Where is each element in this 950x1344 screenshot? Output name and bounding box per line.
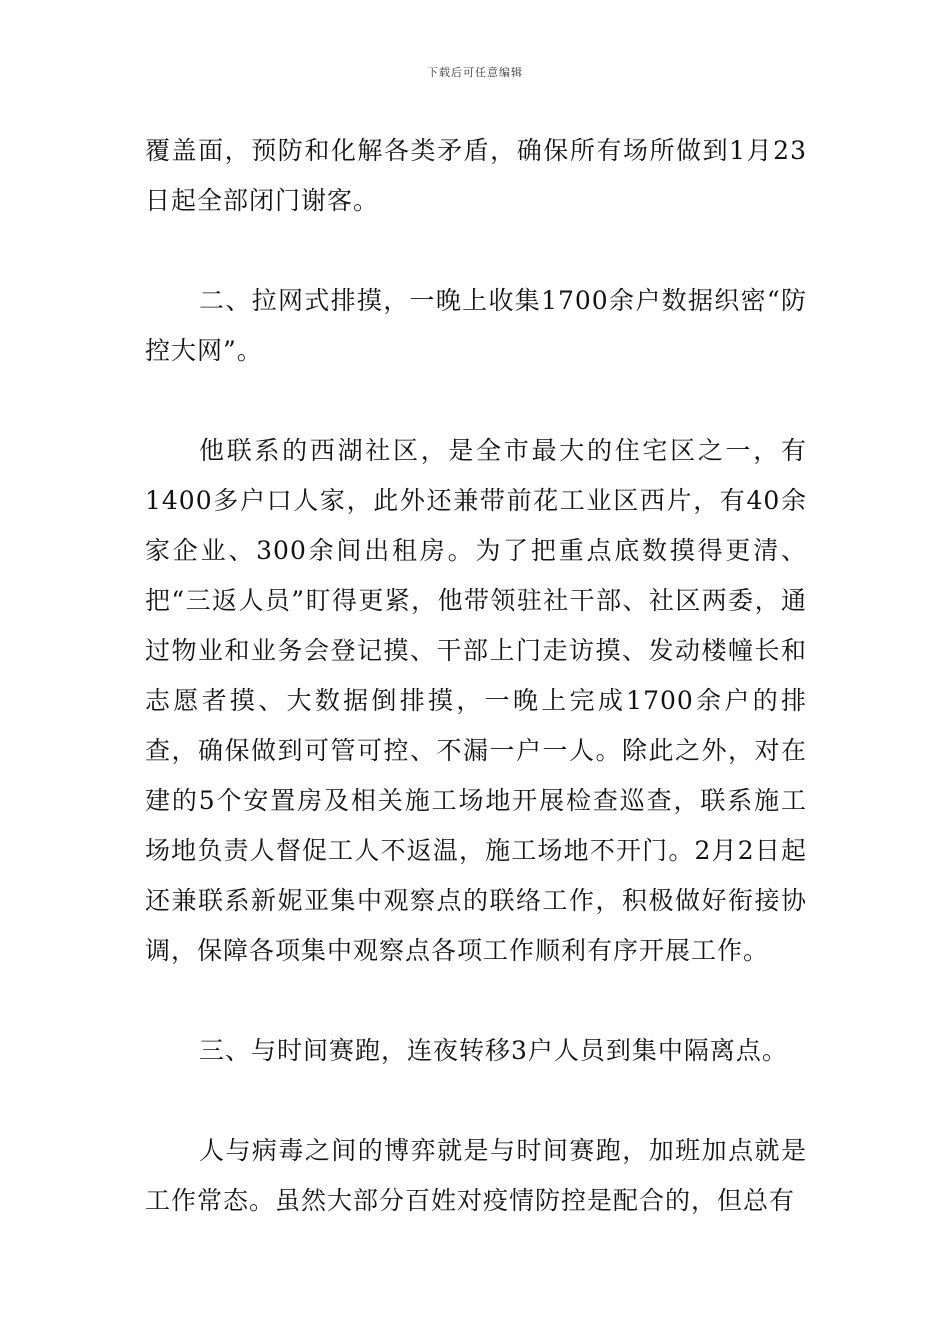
section-heading-3: 三、与时间赛跑，连夜转移3户人员到集中隔离点。	[199, 1036, 788, 1065]
paragraph-xihu-community: 他联系的西湖社区，是全市最大的住宅区之一，有1400多户口人家，此外还兼带前花工业区西片，有40余家企业、300余间出租房。为了把重点底数摸得更清、把“三返人员”盯得更紧，他带领驻社干部、社区两委，通过物业和业务会登记摸、干部上门走访摸、发动楼幢长和志愿者摸、大数据倒排摸，一晚上完成1700余户的排查，确保做到可管可控、不漏一户一人。除此之外，对在建的5个安置房及相关施工场地开展检查巡查，联系施工场地负责人督促工人不返温，施工场地不开门。2月2日起还兼联系新妮亚集中观察点的联络工作，积极做好衔接协调，保障各项集中观察点各项工作顺利有序开展工作。	[145, 436, 807, 965]
document-body	[145, 126, 807, 1226]
paragraph-continuation: 覆盖面，预防和化解各类矛盾，确保所有场所做到1月23日起全部闭门谢客。	[145, 136, 807, 215]
section-heading-2: 二、拉网式排摸，一晚上收集1700余户数据织密“防控大网”。	[145, 286, 807, 365]
page-header: 下载后可任意编辑	[427, 66, 523, 79]
paragraph-race-against-time: 人与病毒之间的博弈就是与时间赛跑，加班加点就是工作常态。虽然大部分百姓对疫情防控是配合的，但总有	[145, 1136, 807, 1215]
